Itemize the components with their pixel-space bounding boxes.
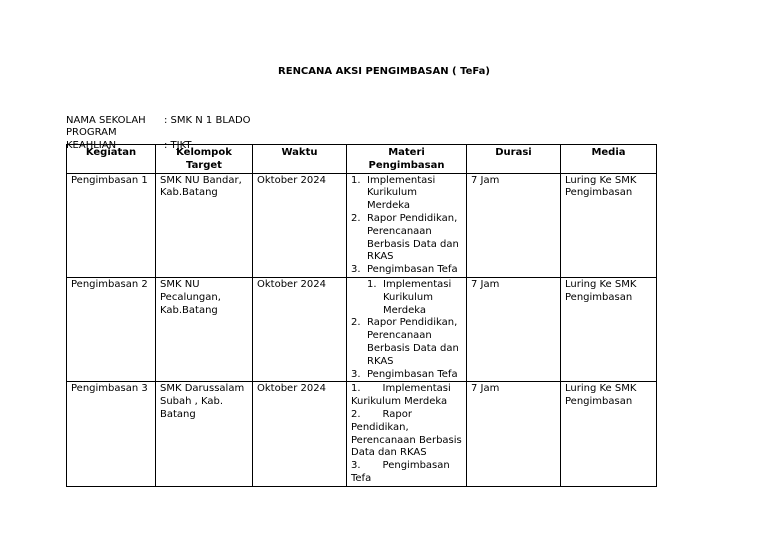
table-row [67, 382, 657, 486]
list-number: 1. [351, 383, 361, 395]
list-text: Implementasi Kurikulum Merdeka [351, 383, 451, 408]
cell-durasi: 7 Jam [467, 277, 561, 381]
list-number: 3. [351, 264, 361, 276]
list-text: Pengimbasan Tefa [367, 368, 458, 380]
cell-materi [347, 277, 467, 381]
list-number: 3. [351, 460, 361, 472]
cell-media: Luring Ke SMK Pengimbasan [561, 382, 657, 486]
table-row [67, 173, 657, 277]
list-number: 1. [351, 174, 361, 186]
list-text: Implementasi Kurikulum Merdeka [383, 278, 452, 316]
list-number: 2. [351, 212, 361, 224]
list-number: 1. [367, 278, 377, 290]
header-media: Media [561, 145, 657, 174]
school-value: : SMK N 1 BLADO [164, 115, 251, 126]
list-item [351, 409, 462, 460]
list-text: Pengimbasan Tefa [351, 460, 450, 484]
cell-kegiatan: Pengimbasan 2 [67, 277, 156, 381]
school-label: NAMA SEKOLAH [66, 115, 146, 126]
program-value: : TJKT [164, 140, 192, 151]
cell-kegiatan: Pengimbasan 3 [67, 382, 156, 486]
list-text: Implementasi Kurikulum Merdeka [367, 174, 436, 212]
materi-list [351, 175, 462, 277]
header-materi: Materi Pengimbasan [347, 145, 467, 174]
list-number: 2. [351, 317, 361, 329]
list-item [351, 175, 462, 213]
cell-waktu: Oktober 2024 [253, 382, 347, 486]
cell-target: SMK NU Pecalungan, Kab.Batang [156, 277, 253, 381]
table-header-row [67, 145, 657, 174]
list-item [351, 264, 462, 277]
action-plan-table [66, 144, 657, 487]
list-item [351, 317, 462, 368]
table-row [67, 277, 657, 381]
materi-list [351, 383, 462, 485]
list-item [351, 460, 462, 486]
cell-waktu: Oktober 2024 [253, 173, 347, 277]
header-waktu: Waktu [253, 145, 347, 174]
cell-target: SMK NU Bandar, Kab.Batang [156, 173, 253, 277]
document-title: RENCANA AKSI PENGIMBASAN ( TeFa) [278, 66, 490, 77]
materi-list [351, 279, 462, 381]
list-item [351, 279, 462, 317]
cell-materi [347, 173, 467, 277]
cell-materi [347, 382, 467, 486]
cell-target: SMK Darussalam Subah , Kab. Batang [156, 382, 253, 486]
list-text: Rapor Pendidikan, Perencanaan Berbasis Data dan RKAS [367, 212, 459, 263]
cell-durasi: 7 Jam [467, 173, 561, 277]
cell-waktu: Oktober 2024 [253, 277, 347, 381]
list-item [351, 369, 462, 382]
cell-durasi: 7 Jam [467, 382, 561, 486]
program-label: PROGRAM KEAHLIAN [66, 127, 117, 151]
list-text: Pengimbasan Tefa [367, 264, 458, 276]
list-text: Rapor Pendidikan, Perencanaan Berbasis Data dan RKAS [351, 408, 462, 459]
cell-media: Luring Ke SMK Pengimbasan [561, 173, 657, 277]
header-kelompok-target: Kelompok Target [156, 145, 253, 174]
header-durasi: Durasi [467, 145, 561, 174]
cell-media: Luring Ke SMK Pengimbasan [561, 277, 657, 381]
list-number: 3. [351, 368, 361, 380]
cell-kegiatan: Pengimbasan 1 [67, 173, 156, 277]
list-text: Rapor Pendidikan, Perencanaan Berbasis Data dan RKAS [367, 317, 459, 367]
header-kegiatan: Kegiatan [67, 145, 156, 174]
list-number: 2. [351, 408, 361, 420]
list-item [351, 383, 462, 409]
list-item [351, 213, 462, 264]
